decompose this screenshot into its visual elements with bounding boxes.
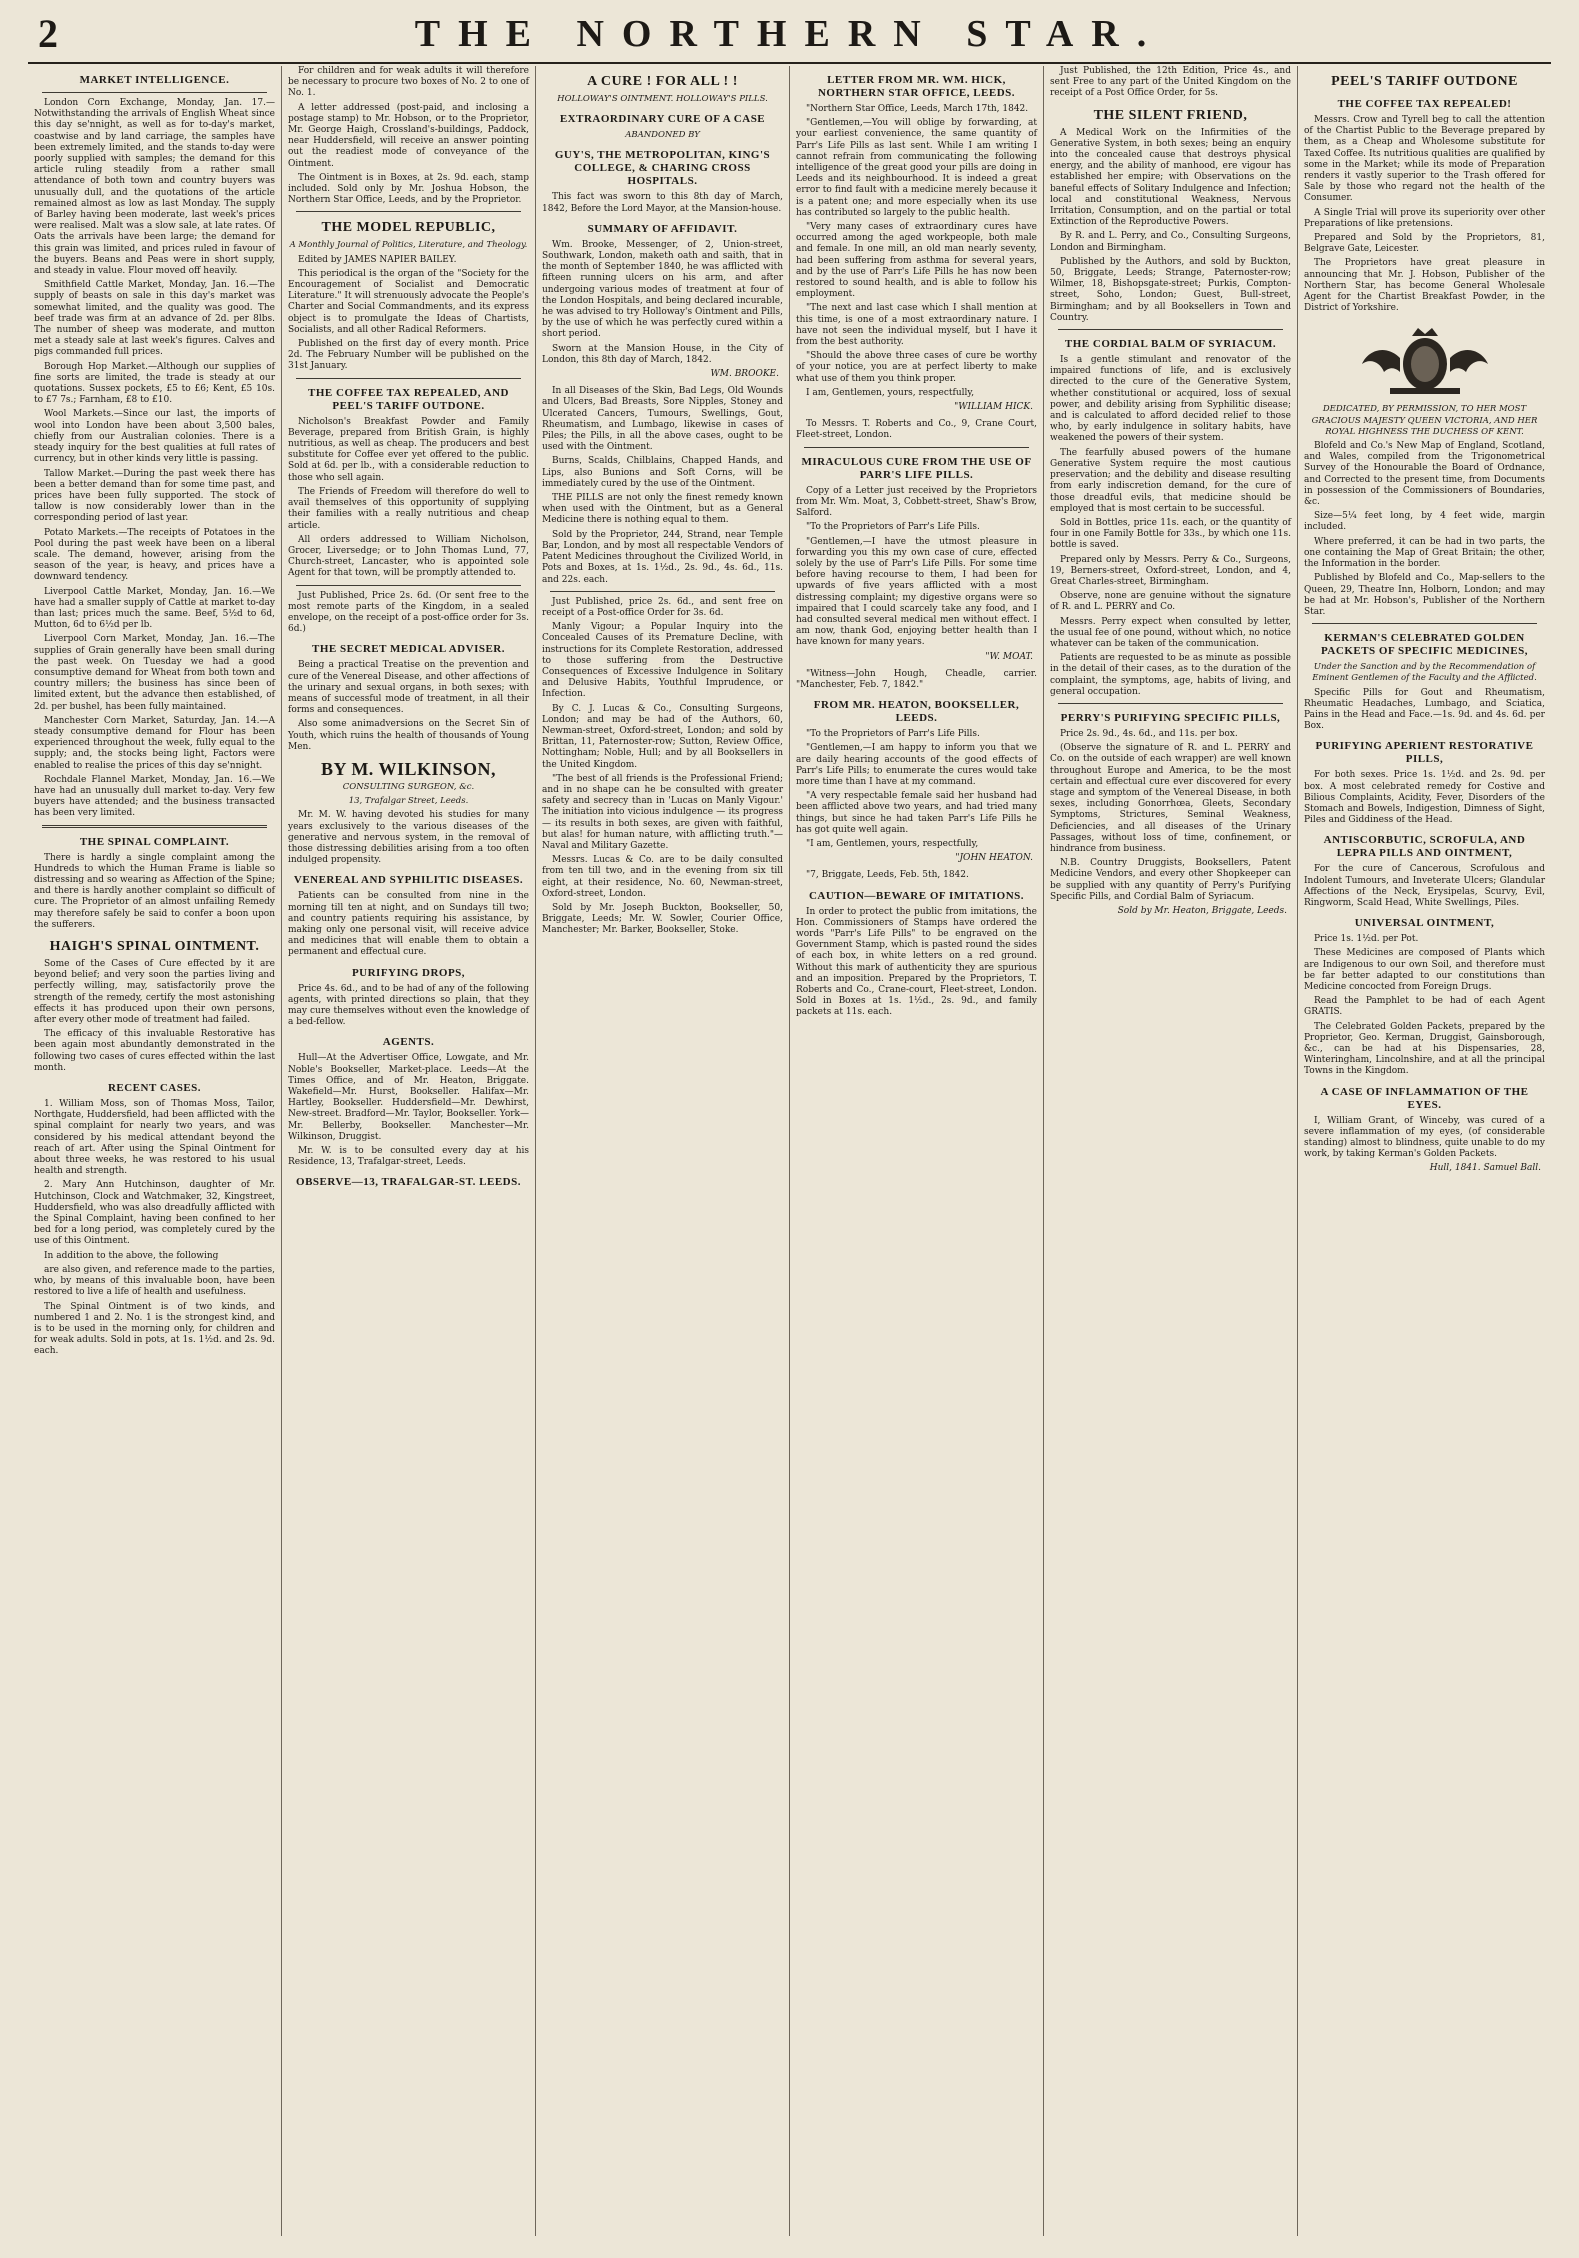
agents-heading: AGENTS. [382,1036,435,1049]
rule [1058,703,1283,704]
rule [1058,329,1283,330]
peels-tariff-heading: PEEL'S TARIFF OUTDONE [1331,74,1518,89]
pamphlet-text: Read the Pamphlet to be had of each Agent GRATIS. [1304,996,1545,1018]
model-republic-heading: THE MODEL REPUBLIC, [321,220,496,236]
pills-general-text: THE PILLS are not only the finest remedy known when used with the Ointment, but as a General Medicine there is nothing equal to them. [542,493,783,526]
purifying-drops-heading: PURIFYING DROPS, [351,966,466,979]
breakfast-powder-friends: The Friends of Freedom will therefore do well to avail themselves of this opportunity of supplying their families with a really nutritious and cheap article. [288,486,529,531]
perry-patient-instructions: Patients are requested to be as minute as possible in the detail of their cases, as to the duration of the complaint, the symptoms, age, habits of living, and general occupation. [1050,653,1291,697]
moat-letter-intro: Copy of a Letter just received by the Proprietors from Mr. Wm. Moat, 3, Cobbett-street, Shaw's Brow, Salford. [796,485,1037,519]
hick-addressee: To Messrs. T. Roberts and Co., 9, Crane Court, Fleet-street, London. [796,419,1037,441]
rule [296,378,521,379]
heaton-letter-body: "Gentlemen,—I am happy to inform you that we are daily hearing accounts of the good effects of Parr's Life Pills; to enumerate the cures would take more time than I have at my command. [796,743,1037,787]
breakfast-powder-orders: All orders addressed to William Nicholson, Grocer, Liversedge; or to John Thomas Lund, 77, Church-street, Lancaster, who is appointed sole Agent for that town, will be promptly attended to. [288,534,529,579]
purifying-pills-price: Price 2s. 9d., 4s. 6d., and 11s. per box. [1060,728,1238,739]
hop-market-report: Borough Hop Market.—Although our supplies of fine sorts are limited, the trade is steady at our quotations. Sussex pockets, £5 to £6; Kent, £5 10s. to £7 7s.; Farnham, £8 to £10. [34,361,275,406]
perry-consultation-fee: Messrs. Perry expect when consulted by letter, the usual fee of one pound, without which, no notice whatever can be taken of the communication. [1050,616,1291,649]
moat-salutation: "To the Proprietors of Parr's Life Pills. [806,522,980,533]
column-4 [790,66,1044,2236]
cordial-balm-caution: The fearfully abused powers of the humane Generative System require the most cautious preservation; and the debility and disease resulting from early indiscretion demand, for the cure of those dreadful evils, that medicine should be employed that is most certain to be successful. [1050,447,1291,514]
newspaper-title: THE NORTHERN STAR. [414,13,1165,55]
ointment-letter-text: A letter addressed (post-paid, and inclosing a postage stamp) to Mr. Hobson, or to the Proprietor, Mr. George Haigh, Crossland's-buildings, Paddock, near Huddersfield, will receive an answer pointing out the readiest mode of conveyance of the Ointment. [288,102,529,169]
hick-letter-last-case: "The next and last case which I shall mention at this time, is one of a most extraordinary nature. I have not seen the individual myself, but I have it from the best authority. [796,303,1037,348]
hick-letter-opening: "Gentlemen,—You will oblige by forwarding, at your earliest convenience, the same quantity of Parr's Life Pills as last sent. While I am writing I cannot refrain from communicating the following intelligence of the great good your pills are doing in Leeds and its neighbourhood. It is indeed a great error to find fault with a medicine merely because it is a patent one; and more especially when its use has contributed so largely to the public health. [796,118,1037,218]
blofeld-publisher-text: Published by Blofeld and Co., Map-sellers to the Queen, 29, Theatre Inn, Holborn, London; and may be had at Mr. Hobson's, Publisher of the Northern Star. [1304,573,1545,617]
single-trial-text: A Single Trial will prove its superiority over other Preparations of like pretensions. [1304,207,1545,229]
sworn-fact-text: This fact was sworn to this 8th day of March, 1842, Before the Lord Mayor, at the Mansion-house. [542,192,783,214]
eye-case-text: I, William Grant, of Winceby, was cured of a severe inflammation of my eyes, (of considerable standing) almost to blindness, quite unable to do my work, by taking Kerman's Golden Packets. [1304,1115,1545,1160]
haighs-ointment-heading: HAIGH'S SPINAL OINTMENT. [49,939,260,955]
column-6 [1298,66,1551,2236]
miraculous-cure-heading: MIRACULOUS CURE FROM THE USE OF PARR'S LIFE PILLS. [801,455,1032,481]
recent-cases-heading: RECENT CASES. [107,1082,202,1095]
kerman-heading: KERMAN'S CELEBRATED GOLDEN PACKETS OF SPECIFIC MEDICINES, [1321,632,1528,658]
specific-pills-text: Specific Pills for Gout and Rheumatism, Rheumatic Headaches, Lumbago, and Sciatica, Pains in the Head and Face.—1s. 9d. and 4s. 6d. per Box. [1304,687,1545,732]
manly-vigour-description: Manly Vigour; a Popular Inquiry into the Concealed Causes of its Premature Decline, with instructions for its Complete Restoration, addressed to those suffering from the Destructive Consequences of Excessive Indulgence in Solitary and Delusive Habits, Youthful Imprudence, or Infection. [542,622,783,700]
model-republic-publication: Published on the first day of every month. Price 2d. The February Number will be published on the 31st January. [288,339,529,372]
hick-letter-cases: "Very many cases of extraordinary cures have occurred among the aged workpeople, both male and female. In one mill, an old man nearly seventy, had been suffering from asthma for several years, and by the use of Parr's Life Pills he has now been restored to sound health, and is able to follow his employment. [796,222,1037,300]
aperient-pills-text: For both sexes. Price 1s. 1½d. and 2s. 9d. per box. A most celebrated remedy for Costive and Bilious Complaints, Acidity, Fever, Disorders of the Stomach and Bowels, Indigestion, Dimness of Sight, Piles and Giddiness of the Head. [1304,770,1545,826]
heaton-signature: "JOHN HEATON. [955,853,1033,864]
rule [1312,623,1537,624]
purifying-drops-text: Price 4s. 6d., and to be had of any of the following agents, with printed directions so plain, that they may cure themselves without even the knowledge of a bed-fellow. [288,983,529,1028]
perry-signature-notice: Observe, none are genuine without the signature of R. and L. PERRY and Co. [1050,591,1291,613]
lucas-sold-by: Sold by Mr. Joseph Buckton, Bookseller, 50, Briggate, Leeds; Mr. W. Sowler, Courier Office, Manchester; Mr. Barker, Bookseller, Stoke. [542,902,783,936]
holloway-subtitle: HOLLOWAY'S OINTMENT. HOLLOWAY'S PILLS. [557,94,768,104]
universal-ointment-heading: UNIVERSAL OINTMENT, [1354,917,1495,930]
spinal-complaint-heading: THE SPINAL COMPLAINT. [79,835,230,848]
rule [296,211,521,212]
affidavit-heading: SUMMARY OF AFFIDAVIT. [587,222,738,235]
rochdale-flannel-report: Rochdale Flannel Market, Monday, Jan. 16.—We have had an unusually dull market to-day. Very few buyers have attended; and the business transacted has been very limited. [34,774,275,819]
skin-diseases-text: In all Diseases of the Skin, Bad Legs, Old Wounds and Ulcers, Bad Breasts, Sore Nipples, Stoney and Ulcerated Cancers, Tumours, Swellings, Gout, Rheumatism, and Lumbago, likewise in cases of Piles; the Pills, in all the above cases, ought to be used with the Ointment. [542,386,783,453]
affidavit-text: Wm. Brooke, Messenger, of 2, Union-street, Southwark, London, maketh oath and saith, that in the month of September 1840, he was afflicted with fifteen running ulcers on his arm, and after undergoing various modes of treatment at four of the London Hospitals, and being declared incurable, he was advised to try Holloway's Ointment and Pills, by the use of which he was perfectly cured within a short period. [542,239,783,340]
plants-text: These Medicines are composed of Plants which are Indigenous to our own Soil, and therefore must be far better adapted to our constitutions than Medicine concocted from Foreign Drugs. [1304,948,1545,992]
liverpool-cattle-report: Liverpool Cattle Market, Monday, Jan. 16.—We have had a smaller supply of Cattle at market to-day than last; prices much the same. Beef, 5½d to 6d, Mutton, 6d to 6½d per lb. [34,586,275,631]
silent-friend-description: A Medical Work on the Infirmities of the Generative System, in both sexes; being an enquiry into the concealed cause that destroys physical energy, and the ability of manhood, ere vigour has established her empire; with Observations on the baneful effects of Solitary Indulgence and Infection; local and constitutional Weakness, Nervous Irritation, Consumption, and on the partial or total Extinction of the Reproductive Powers. [1050,127,1291,228]
crow-tyrell-address: Prepared and Sold by the Proprietors, 81, Belgrave Gate, Leicester. [1304,233,1545,255]
map-size-text: Size—5¼ feet long, by 4 feet wide, margin included. [1304,511,1545,533]
model-republic-subtitle: A Monthly Journal of Politics, Literature, and Theology. [289,240,528,251]
sworn-location-text: Sworn at the Mansion House, in the City of London, this 8th day of March, 1842. [542,343,783,365]
wilkinson-heading: BY M. WILKINSON, [320,758,497,779]
heaton-address: "7, Briggate, Leeds, Feb. 5th, 1842. [806,870,969,881]
coffee-tax-heading: THE COFFEE TAX REPEALED, AND PEEL'S TARIFF OUTDONE. [308,386,509,412]
ointment-price-text: The Ointment is in Boxes, at 2s. 9d. each, stamp included. Sold only by Mr. Joshua Hobson, the Northern Star Office, Leeds, and by the Proprietor. [288,172,529,206]
cordial-balm-heading: THE CORDIAL BALM OF SYRIACUM. [1064,338,1277,351]
breakfast-powder-text: Nicholson's Breakfast Powder and Family Beverage, prepared from British Grain, is highly nutritious, as well as cheap. The producers and best substitute for Coffee ever yet offered to the public. Sold at 6d. per lb., with a considerable reduction to those who sell again. [288,416,529,483]
column-2 [282,66,536,2236]
coffee-repealed-heading: THE COFFEE TAX REPEALED! [1337,98,1512,110]
heaton-valediction: "I am, Gentlemen, yours, respectfully, [806,838,979,849]
dedication-text: DEDICATED, BY PERMISSION, TO HER MOST GRACIOUS MAJESTY QUEEN VICTORIA, AND HER ROYAL HIGHNESS THE DUCHESS OF KENT. [1311,404,1538,437]
silent-friend-heading: THE SILENT FRIEND, [1093,107,1248,123]
heaton-letter-heading: FROM MR. HEATON, BOOKSELLER, LEEDS. [813,699,1020,725]
review-quote: "The best of all friends is the Professional Friend; and in no shape can he be consulted with greater safety and secrecy than in 'Lucas on Manly Vigour.' The initiation into vicious indulgence — its progress — its results in both sexes, are given with faithful, but alas! for human nature, with afflicting truth."—Naval and Military Gazette. [542,773,783,851]
crow-tyrell-text: Messrs. Crow and Tyrell beg to call the attention of the Chartist Public to the Beverage prepared by them, as a Cheap and Wholesome substitute for Taxed Coffee. Its nutritious qualities are qualified by some in the Market; while its mode of Preparation renders it vastly superior to the Trash offered for Sale by those who regard not the health of the Consumer. [1304,115,1545,204]
silent-friend-authors: By R. and L. Perry, and Co., Consulting Surgeons, London and Birmingham. [1050,231,1291,253]
hick-letter-heading: LETTER FROM MR. WM. HICK, NORTHERN STAR OFFICE, LEEDS. [817,74,1016,99]
antiscorbutic-text: For the cure of Cancerous, Scrofulous and Indolent Tumours, and Inveterate Ulcers; Glandular Affections of the Neck, Erysipelas, Scurvy, Evil, Ringworm, Scald Head, White Swellings, Piles. [1304,864,1545,908]
moat-letter-body: "Gentlemen,—I have the utmost pleasure in forwarding you this my own case of cure, effected solely by the use of Parr's Life Pills. For some time before having recourse to them, I had been for upwards of five years afflicted with a most distressing complaint; my digestive organs were so impaired that I could scarcely take any food, and I had consulted several medical men without effect. I am now, thank God, enjoying better health than I have known for many years. [796,536,1037,648]
wilkinson-address: 13, Trafalgar Street, Leeds. [348,796,469,807]
column-5 [1044,66,1298,2236]
aperient-pills-heading: PURIFYING APERIENT RESTORATIVE PILLS, [1315,740,1534,766]
market-intelligence-heading: MARKET INTELLIGENCE. [79,74,230,86]
consultation-hours: Patients can be consulted from nine in the morning till ten at night, and on Sundays till two; and country patients requiring his assistance, by making only one personal visit, will receive advice and medicines that will enable them to obtain a permanent and effectual cure. [288,891,529,958]
cure-for-all-heading: A CURE ! FOR ALL ! ! [587,74,738,89]
column-1 [28,66,282,2236]
potato-market-report: Potato Markets.—The receipts of Potatoes in the Pool during the past week have been on a liberal scale. The demand, however, arising from the season of the year, is heavy, and prices have a downward tendency. [34,527,275,583]
spinal-efficacy-text: The efficacy of this invaluable Restorative has been again most abundantly demonstrated in the following two cases of cures effected within the last month. [34,1029,275,1073]
caution-heading: CAUTION—BEWARE OF IMITATIONS. [808,889,1025,902]
smithfield-report: Smithfield Cattle Market, Monday, Jan. 16.—The supply of beasts on sale in this day's market was somewhat limited, and the quality was good. The beef trade was firm at an advance of 2d. per 8lbs. The number of sheep was moderate, and mutton met a steady sale at last week's figures. Calves and pigs commanded full prices. [34,280,275,358]
london-corn-report: London Corn Exchange, Monday, Jan. 17.—Notwithstanding the arrivals of English Wheat since this day se'nnight, as well as for to-day's market, coastwise and by land carriage, the samples have been extremely limited, and the stands to-day were poorly supplied with samples; the demand for this article ruling steadily from a rather small attendance of both town and country buyers was unusually dull, and the quotations of the article remained almost as low as last Monday. The supply of Barley having been moderate, last week's prices were realised. Malt was a slow sale, at late rates. Of Oats the arrivals have been large; the demand for this grain was limited, and prices ruled in favour of the buyers. Beans and Peas were in short supply, and steady in value. Flour moved off heavily. [34,98,275,277]
additional-cases-intro: In addition to the above, the following [44,1250,219,1261]
model-republic-editor: Edited by JAMES NAPIER BAILEY. [298,254,457,265]
column-3 [536,66,790,2236]
spinal-intro: There is hardly a single complaint among the Hundreds to which the Human Frame is liable so distressing and so wearing as Affection of the Spine; and there is hardly another complaint so difficult of cure. The Proprietor of an almost unfailing Remedy may therefore safely be said to confer a boon upon the sufferers. [34,852,275,930]
manly-vigour-price: Just Published, price 2s. 6d., and sent free on receipt of a Post-office Order for 3s. 6d. [542,596,783,618]
purifying-pills-description: (Observe the signature of R. and L. PERRY and Co. on the outside of each wrapper) are well known throughout Europe and America, to be the most certain and effectual cure ever discovered for every stage and symptom of the Venereal Disease, in both sexes, including Gonorrhœa, Gleets, Secondary Symptoms, Strictures, Seminal Weakness, Deficiencies, and all diseases of the Urinary Passages, without loss of time, confinement, or hindrance from business. [1050,743,1291,854]
burns-scalds-text: Burns, Scalds, Chilblains, Chapped Hands, and Lips, also Bunions and Soft Corns, will be immediately cured by the use of the Ointment. [542,456,783,489]
purifying-pills-heading: PERRY'S PURIFYING SPECIFIC PILLS, [1060,711,1281,724]
hick-valediction: I am, Gentlemen, yours, respectfully, [806,387,975,398]
model-republic-description: This periodical is the organ of the "Society for the Encouragement of Socialist and Democratic Literature." It will strenuously advocate the People's Charter and Social Commandments, and its express object is to promulgate the Ideas of Chartists, Socialists, and all other Radical Reformers. [288,268,529,335]
heaton-female-case: "A very respectable female said her husband had been afflicted above two years, and had tried many things, but since he had taken Parr's Life Pills he has got quite well again. [796,791,1037,835]
medical-adviser-description: Being a practical Treatise on the prevention and cure of the Venereal Disease, and other affections of the urinary and sexual organs, in both sexes; with means of successful mode of treatment, in all their forms and consequences. [288,660,529,716]
antiscorbutic-heading: ANTISCORBUTIC, SCROFULA, AND LEPRA PILLS AND OINTMENT, [1323,834,1526,860]
additional-cases-text: are also given, and reference made to the parties, who, by means of this invaluable boon, have been restored to live a life of health and usefulness. [34,1264,275,1298]
page-number: 2 [38,11,58,56]
medical-adviser-price: Just Published, Price 2s. 6d. (Or sent free to the most remote parts of the Kingdom, in a sealed envelope, on the receipt of a post-office order for 3s. 6d.) [288,590,529,635]
caution-text: In order to protect the public from imitations, the Hon. Commissioners of Stamps have ordered the words "Parr's Life Pills" to be engraved on the Government Stamp, which is pasted round the sides of each box, in white letters on a red ground. Without this mark of authenticity they are spurious and an imposition. Prepared by the Proprietors, T. Roberts and Co., Crane-court, Fleet-street, London. Sold in Boxes at 1s. 1½d., 2s. 9d., and family packets at 11s. each. [796,906,1037,1018]
venereal-diseases-heading: VENEREAL AND SYPHILITIC DISEASES. [293,874,524,887]
spinal-cases-text: Some of the Cases of Cure effected by it are beyond belief; and very soon the parties living and perfectly willing, may, satisfactorily prove the strength of the remedy, certify the most astonishing effects it has produced upon their own persons, after every other mode of treatment had failed. [34,959,275,1026]
tallow-market-report: Tallow Market.—During the past week there has been a better demand than for some time past, and prices have been fully supported. The stock of tallow is now considerably lower than in the corresponding period of last year. [34,468,275,524]
hospitals-heading: GUY'S, THE METROPOLITAN, KING'S COLLEGE, & CHARING CROSS HOSPITALS. [554,149,771,188]
ball-signature: Hull, 1841. Samuel Ball. [1429,1163,1541,1174]
columns [28,66,1551,2236]
masthead [28,0,1551,64]
rule [550,591,775,592]
universal-ointment-price: Price 1s. 1½d. per Pot. [1314,934,1419,945]
trafalgar-street-heading: OBSERVE—13, TRAFALGAR-ST. LEEDS. [296,1176,521,1189]
rule [804,447,1029,448]
perry-address: Prepared only by Messrs. Perry & Co., Surgeons, 19, Berners-street, Oxford-street, London, and 4, Great Charles-street, Birmingham. [1050,554,1291,587]
brooke-signature: WM. BROOKE. [710,369,779,380]
golden-packets-text: The Celebrated Golden Packets, prepared by the Proprietor, Geo. Kerman, Druggist, Gainsborough, &c., can be had at his Dispensaries, 28, Winteringham, Lincolnshire, and at all the principal Towns in the Kingdom. [1304,1021,1545,1077]
ointment-dosage-text: For children and for weak adults it will therefore be necessary to procure two boxes of No. 2 to one of No. 1. [288,66,529,99]
manchester-corn-report: Manchester Corn Market, Saturday, Jan. 14.—A steady consumptive demand for Flour has been experienced throughout the week, fully equal to the supply; and, the stocks being light, Factors were enabled to realise the prices of this day se'nnight. [34,715,275,771]
lucas-consultation: Messrs. Lucas & Co. are to be daily consulted from ten till two, and in the evening from six till eight, at their residence, No. 60, Newman-street, Oxford-street, London. [542,855,783,899]
wilkinson-title: CONSULTING SURGEON, &c. [342,781,475,792]
holloway-sold-by: Sold by the Proprietor, 244, Strand, near Temple Bar, London, and by most all respectable Vendors of Patent Medicines throughout the Civilized World, in Pots and Boxes, at 1s. 1½d., 2s. 9d., 4s. 6d., 11s. and 22s. each. [542,529,783,585]
liverpool-corn-report: Liverpool Corn Market, Monday, Jan. 16.—The supplies of Grain generally have been small during the past week. On Tuesday we had a good consumptive demand for Wheat from both town and country millers; the business has since been of limited extent, but the advance then established, of 2d. per bushel, has been fully maintained. [34,634,275,712]
heaton-sold-by: Sold by Mr. Heaton, Briggate, Leeds. [1117,906,1287,916]
eye-case-heading: A CASE OF INFLAMMATION OF THE EYES. [1320,1085,1529,1111]
heaton-salutation: "To the Proprietors of Parr's Life Pills. [806,729,980,740]
agents-list: Hull—At the Advertiser Office, Lowgate, and Mr. Noble's Bookseller, Market-place. Leeds—At the Times Office, and of Mr. Heaton, Briggate. Wakefield—Mr. Hurst, Bookseller. Halifax—Mr. Hartley, Bookseller. Huddersfield—Mr. Dewhirst, New-street. Bradford—Mr. Taylor, Bookseller. York—Mr. Bellerby, Bookseller. Manchester—Mr. Wilkinson, Druggist. [288,1053,529,1142]
cordial-balm-description: Is a gentle stimulant and renovator of the impaired functions of life, and is exclusively directed to the cure of the Generative System, whether constitutional or acquired, loss of sexual power, and debility arising from Syphilitic disease; and is calculated to afford decided relief to those who, by early indulgence in solitary habits, have weakened the powers of their system. [1050,355,1291,444]
rule [42,825,267,828]
wool-market-report: Wool Markets.—Since our last, the imports of wool into London have been about 3,500 bales, chiefly from our Australian colonies. There is a steady inquiry for the best qualities at full rates of currency, but in other kinds very little is passing. [34,409,275,465]
hick-signature: "WILLIAM HICK. [954,402,1033,413]
hick-letter-closing: "Should the above three cases of cure be worthy of your notice, you are at perfect liberty to make what use of them you think proper. [796,351,1037,384]
perry-trade-notice: N.B. Country Druggists, Booksellers, Patent Medicine Vendors, and every other Shopkeeper can be supplied with any quantity of Perry's Purifying Specific Pills, and Cordial Balm of Syriacum. [1050,858,1291,902]
silent-friend-edition: Just Published, the 12th Edition, Price 4s., and sent Free to any part of the United Kingdom on the receipt of a Post Office Order, for 5s. [1050,66,1291,99]
kerman-sanction: Under the Sanction and by the Recommendation of Eminent Gentlemen of the Faculty and the Afflicted. [1312,662,1537,684]
moat-signature: "W. MOAT. [985,651,1033,662]
hobson-agent-text: The Proprietors have great pleasure in announcing that Mr. J. Hobson, Publisher of the Northern Star, has become General Wholesale Agent for the Chartist Breakfast Powder, in the District of Yorkshire. [1304,258,1545,314]
case-one: 1. William Moss, son of Thomas Moss, Tailor, Northgate, Huddersfield, had been afflicted with the spinal complaint for nearly two years, and was considered by his medical attendant beyond the reach of art. After using the Spinal Ointment for about three weeks, he was restored to his usual health and strength. [34,1099,275,1177]
cordial-balm-price: Sold in Bottles, price 11s. each, or the quantity of four in one Family Bottle for 33s., by which one 11s. bottle is saved. [1050,517,1291,551]
map-parts-text: Where preferred, it can be had in two parts, the one containing the Map of Great Britain; the other, the Information in the border. [1304,536,1545,570]
ointment-kinds-text: The Spinal Ointment is of two kinds, and numbered 1 and 2. No. 1 is the strongest kind, and is to be used in the morning only, for children and for weak adults. Sold in pots, at 1s. 1½d. and 2s. 9d. each. [34,1301,275,1357]
medical-adviser-note: Also some animadversions on the Secret Sin of Youth, which ruins the health of thousands of Young Men. [288,719,529,752]
wilkinson-residence: Mr. W. is to be consulted every day at his Residence, 13, Trafalgar-street, Leeds. [288,1146,529,1168]
abandoned-by-label: ABANDONED BY [625,130,700,141]
blofeld-map-text: Blofeld and Co.'s New Map of England, Scotland, and Wales, compiled from the Trigonometrical Survey of the Honourable the Board of Ordnance, and Corrected to the present time, from Documents in possession of the Commissioners of Boundaries, &c. [1304,441,1545,508]
rule [296,585,521,586]
rule [42,92,267,93]
royal-arms-emblem [1350,324,1500,398]
moat-witness: "Witness—John Hough, Cheadle, carrier. "Manchester, Feb. 7, 1842." [796,668,1037,690]
lucas-authors-text: By C. J. Lucas & Co., Consulting Surgeons, London; and may be had of the Authors, 60, Newman-street, Oxford-street, London; and sold by Brittan, 11, Paternoster-row; Sutton, Review Office, Nottingham; Noble, Hull; and by all Booksellers in the United Kingdom. [542,703,783,770]
extraordinary-cure-heading: EXTRAORDINARY CURE OF A CASE [559,113,766,126]
hick-dateline: "Northern Star Office, Leeds, March 17th, 1842. [806,104,1029,114]
medical-adviser-heading: THE SECRET MEDICAL ADVISER. [311,643,505,656]
silent-friend-publishers: Published by the Authors, and sold by Buckton, 50, Briggate, Leeds; Strange, Paternoster-row; Wilmer, 18, Bishopsgate-street; Purkis, Compton-street, Soho, London; Guest, Bull-street, Birmingham; and by all Booksellers in Town and Country. [1050,256,1291,323]
wilkinson-description: Mr. M. W. having devoted his studies for many years exclusively to the various diseases of the generative and nervous system, in the removal of those distressing debilities arising from a too often indulged propensity. [288,810,529,866]
case-two: 2. Mary Ann Hutchinson, daughter of Mr. Hutchinson, Clock and Watchmaker, 32, Kingstreet, Huddersfield, who was also dreadfully afflicted with the Spinal Complaint, having been confined to her bed for a long period, was completely cured by the use of this Ointment. [34,1180,275,1247]
